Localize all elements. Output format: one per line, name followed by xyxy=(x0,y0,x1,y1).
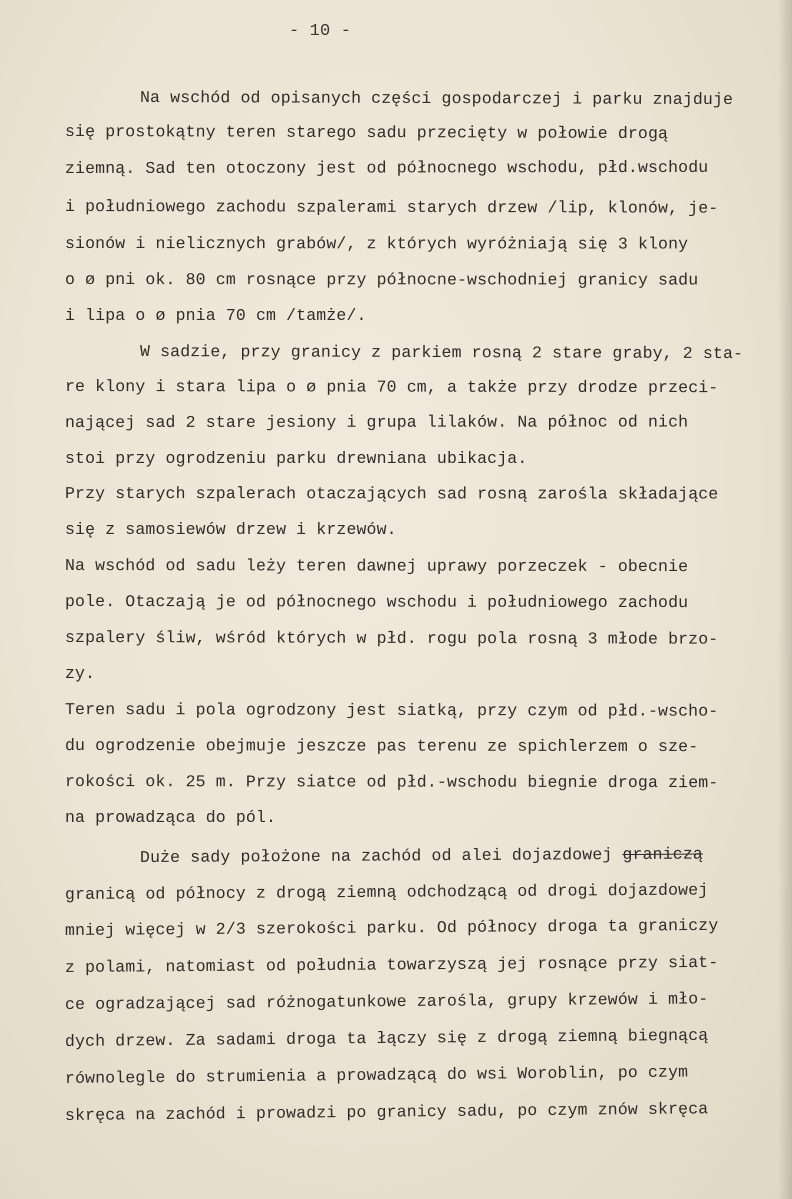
text-line: Na wschód od opisanych części gospodarczej i parku znajduje xyxy=(139,88,734,110)
text-line: rokości ok. 25 m. Przy siatce od płd.-wschodu biegnie droga ziem- xyxy=(64,772,719,793)
text-line: pole. Otaczają je od północnego wschodu i południowego zachodu xyxy=(64,592,689,613)
text-line: Przy starych szpalerach otaczających sad rosną zarośla składające xyxy=(64,484,719,504)
text-line: się z samosiewów drzew i krzewów. xyxy=(65,520,397,539)
text-line: Teren sadu i pola ogrodzony jest siatką, przy czym od płd.-wscho- xyxy=(64,700,719,721)
text-line-part: Duże sady położone na zachód od alei dojazdowej xyxy=(139,845,613,867)
text-line: granicą od północy z drogą ziemną odchodzącą od drogi dojazdowej xyxy=(64,880,709,904)
text-line: ce ogradzającej sad różnogatunkowe zarośla, grupy krzewów i mło- xyxy=(64,989,709,1014)
text-line: mniej więcej w 2/3 szerokości parku. Od północy droga ta graniczy xyxy=(64,915,719,940)
text-line: Na wschód od sadu leży teren dawnej uprawy porzeczek - obecnie xyxy=(64,556,689,577)
text-line: dych drzew. Za sadami droga ta łączy się z drogą ziemną biegnącą xyxy=(64,1025,709,1051)
text-line: du ogrodzenie obejmuje jeszcze pas terenu ze spichlerzem o sze- xyxy=(64,736,699,757)
text-line: nającej sad 2 stare jesiony i grupa lilaków. Na północ od nich xyxy=(64,412,689,432)
text-line: sionów i nielicznych grabów/, z których wyróżniają się 3 klony xyxy=(64,234,689,254)
page-edge-shadow xyxy=(778,0,792,1199)
text-line-with-correction xyxy=(140,845,703,868)
text-line: stoi przy ogrodzeniu parku drewniana ubikacja. xyxy=(65,449,528,468)
text-line: i południowego zachodu szpalerami starych drzew /lip, klonów, je- xyxy=(64,197,719,218)
text-line: się prostokątny teren starego sadu przecięty w połowie drogą xyxy=(64,122,669,144)
text-line: i lipa o ø pnia 70 cm /tamże/. xyxy=(65,306,367,325)
text-line: skręca na zachód i prowadzi po granicy sadu, po czym znów skręca xyxy=(64,1099,709,1125)
text-line: zy. xyxy=(65,664,96,683)
text-line: równolegle do strumienia a prowadzącą do wsi Woroblin, po czym xyxy=(64,1062,689,1088)
struck-word: graniczą xyxy=(622,844,703,865)
text-line: ziemną. Sad ten otoczony jest od północnego wschodu, płd.wschodu xyxy=(64,157,709,178)
text-line: na prowadząca do pól. xyxy=(65,808,277,827)
text-line: re klony i stara lipa o ø pnia 70 cm, a także przy drodze przeci- xyxy=(64,377,719,398)
text-line: W sadzie, przy granicy z parkiem rosną 2 stare graby, 2 sta- xyxy=(139,342,744,364)
text-line: szpalery śliw, wśród których w płd. rogu pola rosną 3 młode brzo- xyxy=(64,628,719,649)
text-line: z polami, natomiast od południa towarzyszą jej rosnące przy siat- xyxy=(64,952,719,977)
text-line: o ø pni ok. 80 cm rosnące przy północne-wschodniej granicy sadu xyxy=(64,270,699,290)
page-number: - 10 - xyxy=(288,22,352,41)
